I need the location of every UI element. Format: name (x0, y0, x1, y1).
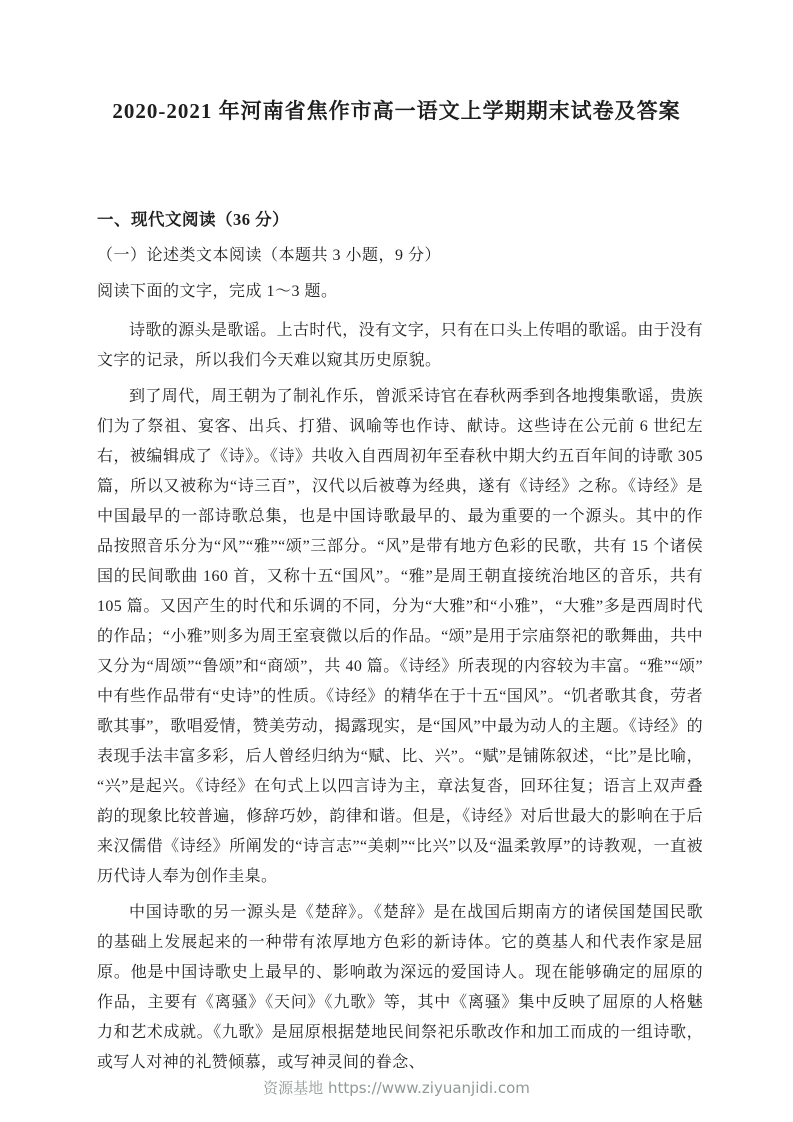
subsection-heading: （一）论述类文本阅读（本题共 3 小题，9 分） (97, 247, 442, 264)
section-heading-modern-reading: 一、现代文阅读（36 分） (97, 210, 290, 229)
page-footer (0, 1077, 793, 1098)
footer-site-name: 资源基地 (263, 1079, 324, 1097)
passage-paragraph-3: 中国诗歌的另一源头是《楚辞》。《楚辞》是在战国后期南方的诸侯国楚国民歌的基础上发展起来的一种带有浓厚地方色彩的新诗体。它的奠基人和代表作家是屈原。他是中国诗歌史上最早的、影响敢为深远的爱国诗人。现在能够确定的屈原的作品，主要有《离骚》《天问》《九歌》等，其中《离骚》集中反映了屈原的人格魅力和艺术成就。《九歌》是屈原根据楚地民间祭祀乐歌改作和加工而成的一组诗歌，或写人对神的礼赞倾慕，或写神灵间的眷念、 (97, 904, 703, 1071)
footer-site-url[interactable]: https://www.ziyuanjidi.com (327, 1079, 530, 1097)
passage-paragraph-2: 到了周代，周王朝为了制礼作乐，曾派采诗官在春秋两季到各地搜集歌谣，贵族们为了祭祖、宴客、出兵、打猎、讽喻等也作诗、献诗。这些诗在公元前 6 世纪左右，被编辑成了《诗》。《诗》共收入自西周初年至春秋中期大约五百年间的诗歌 305 篇，所以又被称为“诗三百”，汉代以后被尊为经典，遂有《诗经》之称。《诗经》是中国最早的一部诗歌总集，也是中国诗歌最早的、最为重要的一个源头。其中的作品按照音乐分为“风”“雅”“颂”三部分。“风”是带有地方色彩的民歌，共有 15 个诸侯国的民间歌曲 160 首，又称十五“国风”。“雅”是周王朝直接统治地区的音乐，共有 105 篇。又因产生的时代和乐调的不同，分为“大雅”和“小雅”，“大雅”多是西周时代的作品；“小雅”则多为周王室衰微以后的作品。“颂”是用于宗庙祭祀的歌舞曲，共中又分为“周颂”“鲁颂”和“商颂”，共 40 篇。《诗经》所表现的内容较为丰富。“雅”“颂”中有些作品带有“史诗”的性质。《诗经》的精华在于十五“国风”。“饥者歌其食，劳者歌其事”，歌唱爱情，赞美劳动，揭露现实，是“国风”中最为动人的主题。《诗经》的表现手法丰富多彩，后人曾经归纳为“赋、比、兴”。“赋”是铺陈叙述，“比”是比喻，“兴”是起兴。《诗经》在句式上以四言诗为主，章法复沓，回环往复；语言上双声叠韵的现象比较普遍，修辞巧妙，韵律和谐。但是，《诗经》对后世最大的影响在于后来汉儒借《诗经》所阐发的“诗言志”“美刺”“比兴”以及“温柔敦厚”的诗教观，一直被历代诗人奉为创作圭臬。 (97, 388, 704, 885)
passage-content (97, 202, 703, 1078)
page-title: 2020-2021 年河南省焦作市高一语文上学期期末试卷及答案 (112, 99, 681, 123)
instruction-line: 阅读下面的文字，完成 1～3 题。 (97, 283, 338, 300)
passage-paragraph-1: 诗歌的源头是歌谣。上古时代，没有文字，只有在口头上传唱的歌谣。由于没有文字的记录，所以我们今天难以窥其历史原貌。 (97, 322, 704, 369)
